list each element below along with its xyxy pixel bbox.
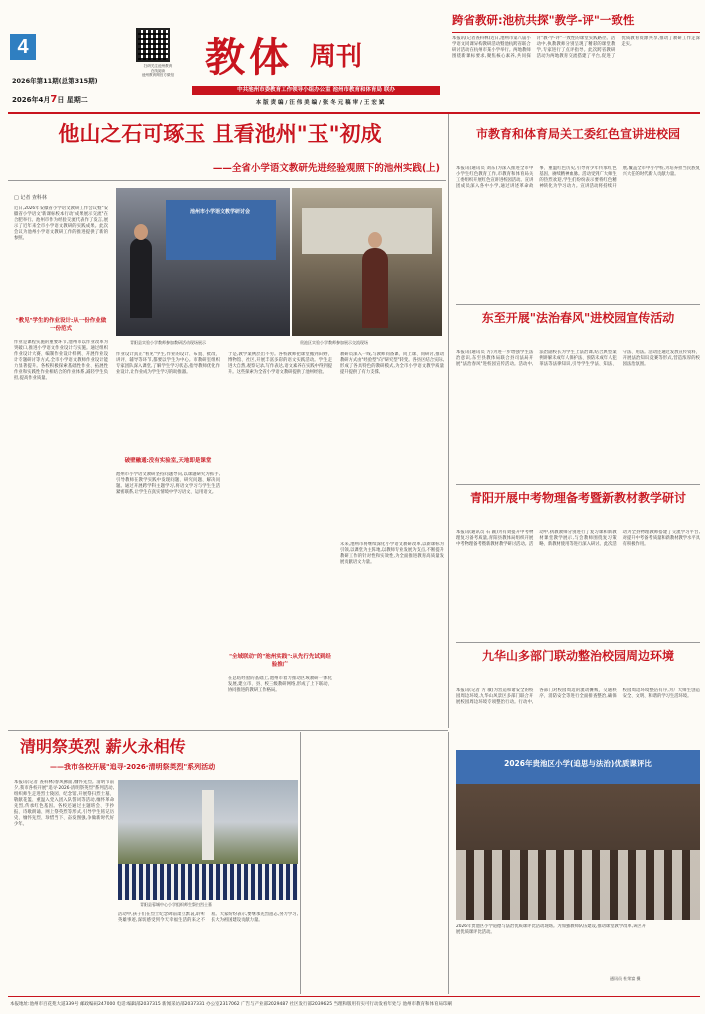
bottom-text: 本报讯(记者 查科林)春风拂面,缅怀先烈。清明节前夕,我市各校开展"追寻·2026·清明祭英烈"系列活动,组织师生走进烈士陵园、纪念馆,开展祭扫烈士墓、敬献花篮、重温入党入团入队誓词等活动,缅怀革命先烈,传承红色基因。各校还通过主题班会、手抄报、诗歌朗诵、网上祭英烈等形式,引导学生铭记历史、缅怀先烈、珍惜当下、奋发图强,争做新时代好少年。 bbox=[14, 780, 114, 827]
footer-info: 本报地址:池州市百花苑大道339号 邮政编码247000 电话:编辑部2037315 新闻采访部2037331 办公室2317062 广告与产业部2029487 社区发行部2039625 当理和版用有实可行动发看年处与 池州市教育和体育局印刷 bbox=[10, 1002, 452, 1007]
lead-subhead: ——全省小学语文教研先进经验观照下的池州实践(上) bbox=[212, 163, 440, 174]
right2-headline: 东至开展"法治春风"进校园宣传活动 bbox=[481, 311, 675, 325]
sponsors-bar: 中共池州市委教育工作领导小组办公室 池州市教育和体育局 联办 bbox=[192, 86, 440, 95]
editors-line: 本 版 责 编 / 汪 伟 美 编 / 张 冬 元 稿 审 / 王 宏 斌 bbox=[255, 100, 385, 106]
bottom-headline: 清明祭英烈 薪火永相传 bbox=[20, 737, 186, 756]
lead-col3: 于是,教学案例层出不穷。各校教师把课堂搬到田野、博物馆、社区,开展丰富多彩的语文实践活动。学生走进大自然,观察记录,写作表达,语文素养在实践中得到提升。这些探索为全省小学语文教研提供了池州经验。 bbox=[228, 352, 332, 375]
lead-section1-title: "教见"学生的作业设计:从一份作业做一份范式 bbox=[15, 318, 107, 332]
photo-classroom-bottom bbox=[456, 750, 700, 920]
bottom-subhead: ——我市各校开展"追寻·2026·清明祭英烈"系列活动 bbox=[50, 763, 216, 771]
qr-caption: 扫码关注池州教育 在线阅读 池州教育网官方微信 bbox=[141, 64, 175, 77]
bottom-photo2-caption: 2026年贵池区小学道德与法治优质课评比活动现场。为加强教师队伍建设,推动课堂教学改革,该区开展优质课评比活动。 bbox=[456, 924, 646, 935]
photo-teacher-demo bbox=[292, 188, 442, 336]
right4-text: 本报讯(记者 方 敏)为营造和谐安全的校园周边环境,九华山风景区多部门联合开展校园周边环境专项整治行动。行动中,各部门对校园周边的流动摊贩、交通秩序、消防安全等进行全面排查整治,确保校园周边环境整洁有序,为广大师生创造安全、文明、和谐的学习生活环境。 bbox=[456, 688, 700, 705]
right3-headline: 青阳开展中考物理备考暨新教材教学研讨 bbox=[469, 491, 686, 505]
lead-col2b: 池州市小学语文教研坚持问题导向,以课题研究为抓手,引导教师在教学实践中发现问题、研究问题、解决问题。通过开展跨学科主题学习,将语文学习与学生生活紧密联系,让学生在真实情境中学习语文、运用语文。 bbox=[116, 472, 220, 495]
photo2-caption: 贵池区实验小学教师参加展示交流现场 bbox=[300, 340, 368, 345]
bottom-text2: 活动中,孩子们在烈士纪念碑前肃立默哀,聆听英雄事迹,深切感受到今天幸福生活的来之不易。大家纷纷表示,要继承先烈遗志,努力学习,长大为祖国建设贡献力量。 bbox=[118, 912, 298, 923]
lead-section3-title: "全域联动"的"池州实践":从先行先试到经验推广 bbox=[229, 654, 331, 668]
photo-classroom bbox=[116, 188, 290, 336]
page-number: 4 bbox=[10, 34, 36, 60]
photo-memorial bbox=[118, 780, 298, 900]
lead-section2-title: 破壁融通:没有实验室,天地即是课堂 bbox=[124, 458, 212, 464]
right4-headline: 九华山多部门联动整治校园周边环境 bbox=[481, 649, 674, 663]
bottom-photo-caption: 青阳县蓉城中心小学组织师生祭扫烈士墓 bbox=[140, 902, 212, 907]
right3-text: 本报讯(通讯员 石 颖)为有效提升中考物理复习备考质量,青阳县教体局组织开展中考物理备考暨新教材教学研讨活动。活动中,执教教师分别进行了复习课和新教材课堂教学展示,与会教师围绕复习策略、新教材使用等进行深入研讨。此次活动为全县物理教师搭建了交流学习平台,对提升中考备考质量和新教材教学水平具有积极作用。 bbox=[456, 530, 700, 547]
photo-banner-text: 2026年贵池区小学(追思与法治)优质课评比 bbox=[504, 759, 652, 768]
lead-col2: 作业设计真正"看见"学生,作业的设计、布置、批改、讲评、辅导等环节,都要以学生为中心。市教研室组织专家团队深入课堂,了解学生学习状态,指导教师优化作业设计,让作业成为学生学习的助推器。 bbox=[116, 352, 220, 375]
logo-main: 教体 bbox=[205, 35, 293, 81]
issue-number: 2026年第11期(总第315期) bbox=[12, 77, 98, 85]
photo-credit: 通讯员 杜荣富 摄 bbox=[610, 976, 641, 981]
lead-col4b: 未来,池州市将继续深化小学语文教研改革,以新课标为引领,以课堂为主阵地,以教师专业发展为支点,不断提升教研工作的针对性和实效性,为全面推进教育高质量发展贡献语文力量。 bbox=[340, 542, 444, 565]
lead-col4: 教研员深入一线,与教师同备课、同上课、同研讨,推动教研方式由"经验型"向"研究型"转变。各县区结合实际,形成了各具特色的教研模式,为全市小学语文教学质量提升提供了有力支撑。 bbox=[340, 352, 444, 375]
lead-col1: 近日,2026年安徽省小学语文教研工作会议暨"安徽省小学语文'新课标校本行动'成果展示交流"在合肥举行。池州市作为经验交流代表作了发言,展示了近年来全市小学语文教研的实践成果。此次会议为池州小学语文教研工作的推进提供了新的参照。 bbox=[14, 206, 108, 241]
qr-code-icon bbox=[136, 28, 170, 62]
top-right-text: 本报讯(记者查科林)近日,池州市第八届小学语文同课异构教研活动暨池杭跨省联合研讨活动在杭州市某小学举行。两地教师围绕新课标要求,聚焦核心素养,共同探讨"教-学-评"一致性的课堂实践路径。活动中,执教教师分别呈现了精彩的课堂教学,专家进行了点评指导。此次跨省教研活动为两地教育交流搭建了平台,促进了优质教育资源共享,推动了教研工作走深走实。 bbox=[452, 36, 700, 59]
right2-text: 本报讯(通讯员 方)为进一步增强学生法治意识,东至县教体局联合县司法局开展"法治春风"进校园宣传活动。活动中,法治副校长为学生上法治课,结合典型案例讲解未成年人保护法、预防未成年人犯罪法等法律知识,引导学生学法、知法、守法、用法。活动还通过发放宣传资料、开展法治知识竞赛等形式,营造浓厚的校园法治氛围。 bbox=[456, 350, 700, 367]
issue-date: 2026年4月7日 星期二 bbox=[12, 94, 88, 105]
photo1-caption: 青阳县实验小学教师参加教研活动现场展示 bbox=[130, 340, 206, 345]
lead-headline: 他山之石可琢玉 且看池州"玉"初成 bbox=[58, 122, 382, 146]
lead-col3b: 在总结经验的基础上,池州市着力推动区域教研一体化发展,建立市、县、校三级教研网络,形成了上下联动、协同推进的教研工作格局。 bbox=[228, 676, 332, 693]
right1-text: 本报讯(通讯员 刘东)为深入推进全市中小学生红色教育工作,市教育和体育局关工委组织开展红色宣讲进校园活动。宣讲团成员深入各中小学,通过讲述革命故事、重温红色历史,引导青少年传承红色基因、赓续精神血脉。活动受到广大师生的热烈欢迎,学生们纷纷表示要将红色精神转化为学习动力。宣讲活动将持续开展,覆盖全市中小学校,为培养担当民族复兴大任的时代新人贡献力量。 bbox=[456, 166, 700, 189]
lead-byline: □ 记者 查科林 bbox=[14, 195, 47, 201]
right1-headline: 市教育和体育局关工委红色宣讲进校园 bbox=[475, 127, 680, 141]
photo-screen-text: 池州市小学语文教学研讨会 bbox=[189, 209, 250, 215]
logo-sub: 周刊 bbox=[310, 42, 363, 72]
lead-col1b: 作业是课程实施的重要环节,池州市以作业改革为突破口,推进小学语文作业设计与实施。通过组织作业设计大赛、编制作业设计样例、开展作业设计专题研讨等方式,全市小学语文教师作业设计能力显著提升。各校积极探索基础性作业、拓展性作业和实践性作业相结合的作业体系,减轻学生负担,提高作业质量。 bbox=[14, 340, 108, 381]
top-right-headline: 跨省教研:池杭共探"教学-评"一致性 bbox=[452, 13, 635, 27]
